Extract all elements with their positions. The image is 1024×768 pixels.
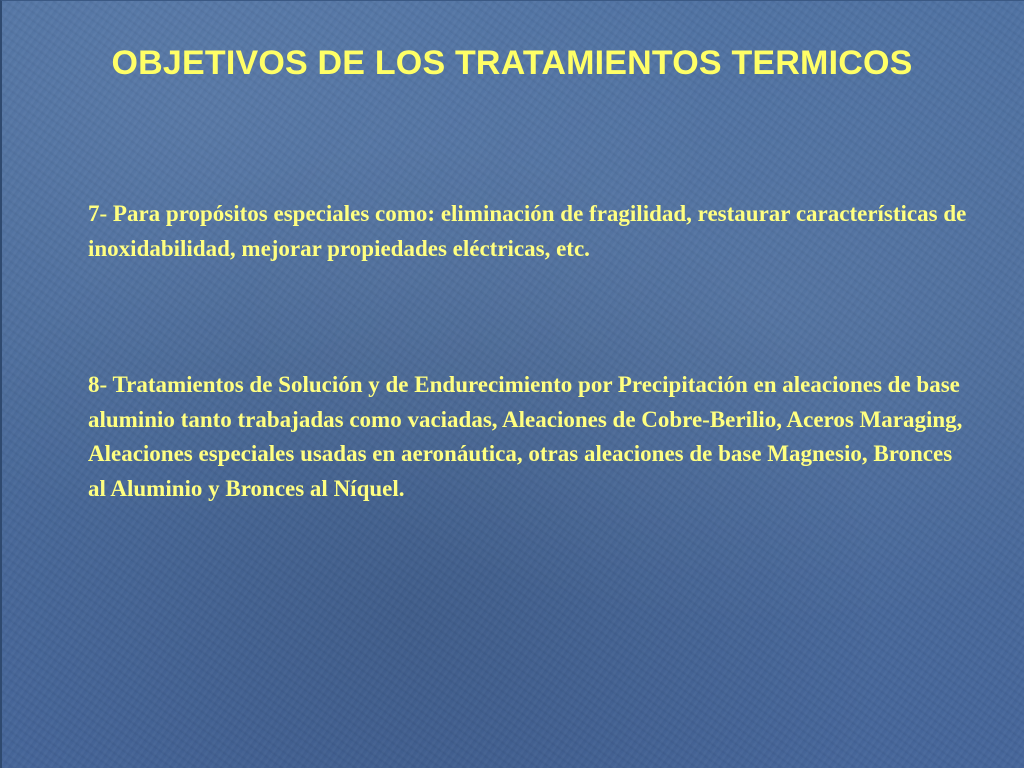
paragraph-item-7: 7- Para propósitos especiales como: eliminación de fragilidad, restaurar características de inoxidabilidad, mejorar propiedades eléctricas, etc. — [88, 201, 967, 261]
slide-title: OBJETIVOS DE LOS TRATAMIENTOS TERMICOS — [111, 44, 913, 82]
paragraph-item-8: 8- Tratamientos de Solución y de Endurecimiento por Precipitación en aleaciones de base aluminio tanto trabajadas como vaciadas, Aleaciones de Cobre-Berilio, Aceros Maraging, Aleaciones especiales usadas en aeronáutica, otras aleaciones de base Magnesio, Bronces al Aluminio y Bronces al Níquel. — [88, 372, 963, 501]
